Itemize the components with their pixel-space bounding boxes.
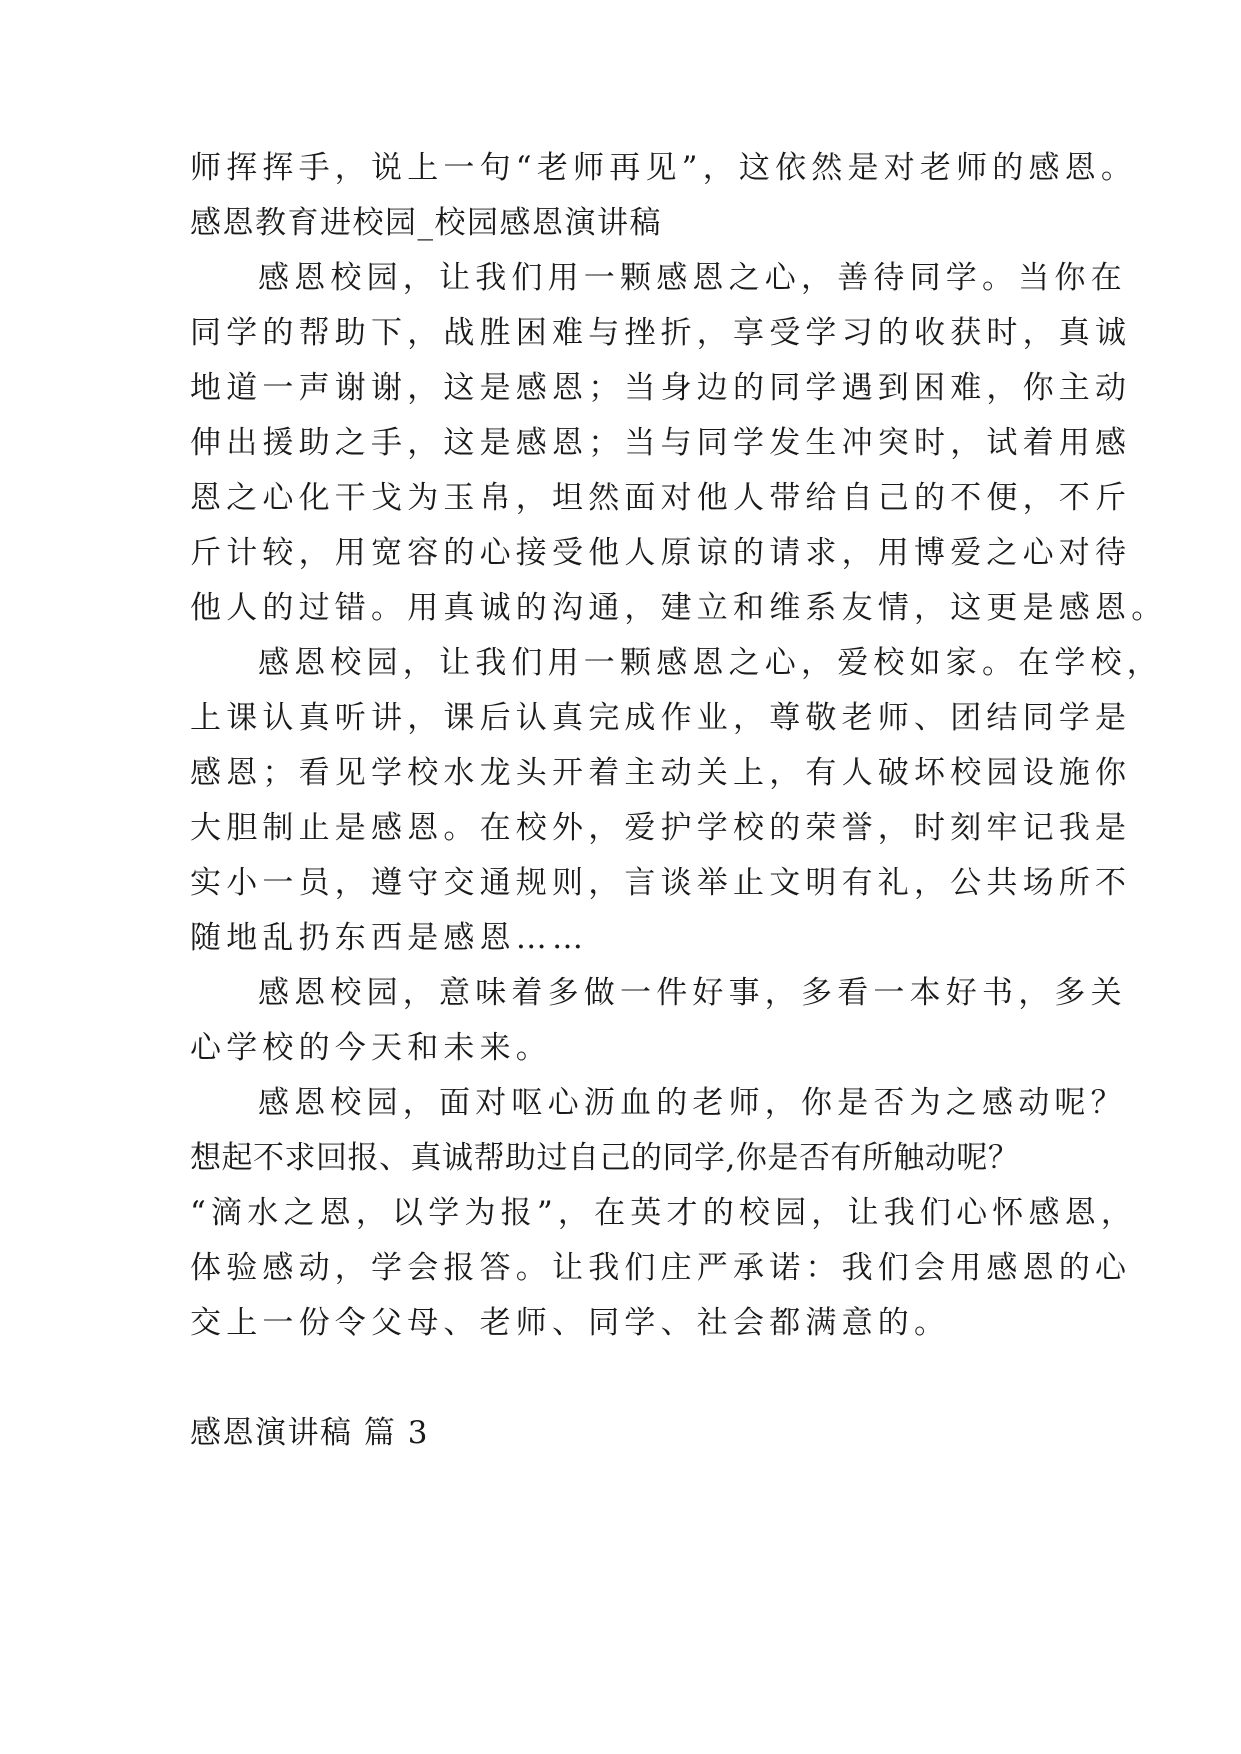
paragraph-line: 感恩；看见学校水龙头开着主动关上，有人破坏校园设施你 xyxy=(190,755,1132,791)
paragraph-line: “滴水之恩，以学为报”，在英才的校园，让我们心怀感恩， xyxy=(190,1195,1138,1231)
paragraph-line: 实小一员，遵守交通规则，言谈举止文明有礼，公共场所不 xyxy=(190,865,1132,901)
section-heading: 感恩演讲稿 篇 3 xyxy=(190,1415,429,1451)
paragraph-line: 想起不求回报、真诚帮助过自己的同学,你是否有所触动呢？ xyxy=(190,1140,1020,1176)
section-heading: 感恩教育进校园_校园感恩演讲稿 xyxy=(190,205,662,241)
paragraph-line: 大胆制止是感恩。在校外，爱护学校的荣誉，时刻牢记我是 xyxy=(190,810,1132,846)
paragraph-line: 上课认真听讲，课后认真完成作业，尊敬老师、团结同学是 xyxy=(190,700,1132,736)
paragraph-line: 斤计较，用宽容的心接受他人原谅的请求，用博爱之心对待 xyxy=(190,535,1132,571)
paragraph-line: 同学的帮助下，战胜困难与挫折，享受学习的收获时，真诚 xyxy=(190,315,1132,351)
text-line: 师挥挥手，说上一句“老师再见”，这依然是对老师的感恩。 xyxy=(190,150,1138,186)
paragraph-line: 感恩校园，面对呕心沥血的老师，你是否为之感动呢？ xyxy=(258,1085,1127,1121)
paragraph-line: 随地乱扔东西是感恩…… xyxy=(190,920,589,956)
paragraph-line: 感恩校园，意味着多做一件好事，多看一本好书，多关 xyxy=(258,975,1127,1011)
paragraph-line: 他人的过错。用真诚的沟通，建立和维系友情，这更是感恩。 xyxy=(190,590,1168,626)
paragraph-line: 地道一声谢谢，这是感恩；当身边的同学遇到困难，你主动 xyxy=(190,370,1132,406)
paragraph-line: 交上一份令父母、老师、同学、社会都满意的。 xyxy=(190,1305,951,1341)
paragraph-line: 体验感动，学会报答。让我们庄严承诺：我们会用感恩的心 xyxy=(190,1250,1132,1286)
paragraph-line: 伸出援助之手，这是感恩；当与同学发生冲突时，试着用感 xyxy=(190,425,1132,461)
paragraph-line: 心学校的今天和未来。 xyxy=(190,1030,552,1066)
paragraph-line: 感恩校园，让我们用一颗感恩之心，善待同学。当你在 xyxy=(258,260,1127,296)
paragraph-line: 感恩校园，让我们用一颗感恩之心，爱校如家。在学校， xyxy=(258,645,1163,681)
paragraph-line: 恩之心化干戈为玉帛，坦然面对他人带给自己的不便，不斤 xyxy=(190,480,1132,516)
